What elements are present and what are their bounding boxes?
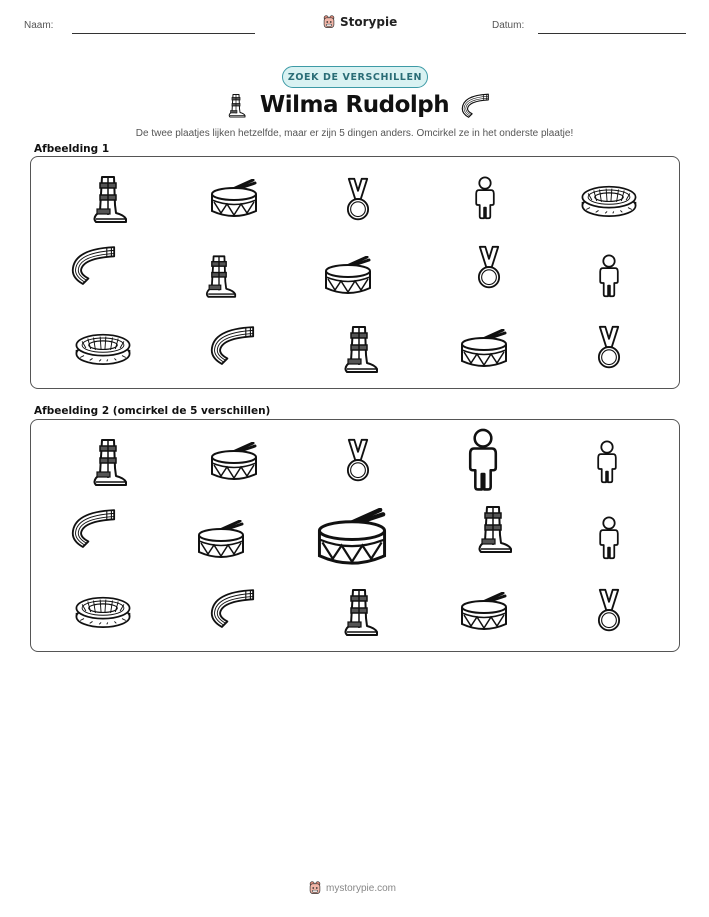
person-icon[interactable] (471, 176, 499, 220)
page-title: Wilma Rudolph (259, 92, 450, 118)
leg-brace-icon[interactable] (201, 253, 237, 301)
medal-icon[interactable] (595, 325, 623, 371)
drum-icon[interactable] (209, 442, 259, 482)
name-line[interactable] (72, 33, 255, 34)
picture2-panel (30, 419, 680, 652)
running-track-icon[interactable] (209, 586, 255, 632)
picture1-label: Afbeelding 1 (34, 143, 110, 155)
leg-brace-icon[interactable] (339, 588, 379, 638)
drum-icon[interactable] (323, 256, 373, 296)
stadium-icon[interactable] (580, 181, 638, 219)
brand-name: Storypie (340, 15, 398, 29)
drum-icon[interactable] (459, 329, 509, 369)
date-line[interactable] (538, 33, 686, 34)
medal-icon[interactable] (475, 245, 503, 291)
stadium-icon[interactable] (74, 592, 132, 630)
leg-brace-icon[interactable] (88, 175, 128, 225)
leg-brace-icon[interactable] (88, 438, 128, 488)
drum-icon[interactable] (315, 508, 389, 568)
drum-icon[interactable] (209, 179, 259, 219)
medal-icon[interactable] (595, 588, 623, 634)
person-icon[interactable] (593, 440, 621, 484)
storypie-logo-icon (322, 14, 336, 30)
running-track-icon (460, 93, 490, 119)
person-icon[interactable] (595, 516, 623, 560)
drum-icon[interactable] (459, 592, 509, 632)
footer (308, 880, 396, 896)
running-track-icon[interactable] (70, 243, 116, 289)
medal-icon[interactable] (344, 177, 372, 223)
drum-icon[interactable] (196, 520, 246, 560)
person-icon[interactable] (595, 254, 623, 298)
storypie-logo-icon (308, 880, 322, 896)
leg-brace-icon[interactable] (339, 325, 379, 375)
running-track-icon[interactable] (209, 323, 255, 369)
picture2-label: Afbeelding 2 (omcirkel de 5 verschillen) (34, 405, 271, 417)
worksheet-type-badge: ZOEK DE VERSCHILLEN (282, 66, 428, 88)
medal-icon[interactable] (344, 438, 372, 484)
instructions: De twee plaatjes lijken hetzelfde, maar er zijn 5 dingen anders. Omcirkel ze in het onderste plaatje! (135, 128, 574, 139)
leg-brace-icon[interactable] (473, 505, 513, 555)
footer-url[interactable]: mystorypie.com (326, 882, 397, 894)
stadium-icon[interactable] (74, 329, 132, 367)
person-icon[interactable] (463, 428, 503, 492)
running-track-icon[interactable] (70, 506, 116, 552)
name-label: Naam: (24, 20, 54, 31)
brand (322, 14, 397, 30)
picture1-panel (30, 156, 680, 389)
date-label: Datum: (492, 20, 525, 31)
